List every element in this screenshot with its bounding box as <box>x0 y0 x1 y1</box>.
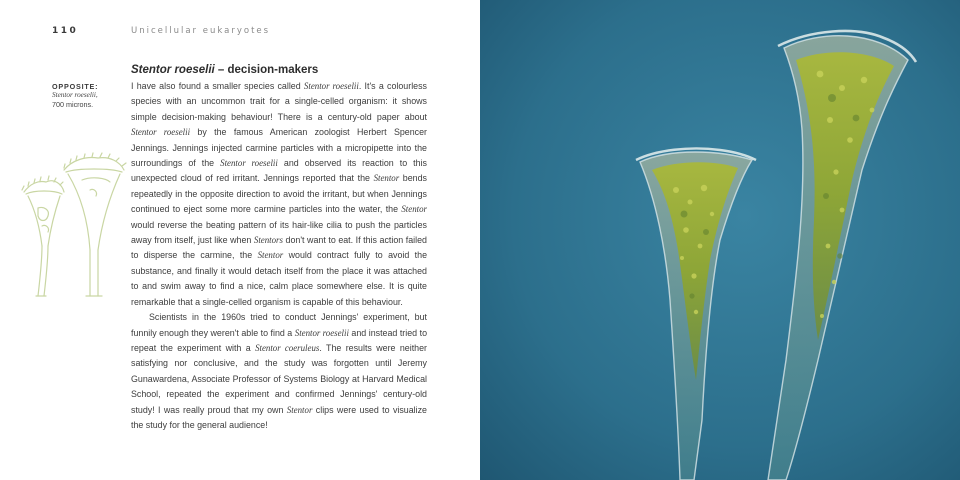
text-run: I have also found a smaller species called <box>131 81 304 91</box>
text-run: by the famous American zoologist Herbert Spencer Jennings. Jennings injected carmine particles with a micropipette into the surroundings of the <box>131 127 428 169</box>
species-name: Stentors <box>253 235 283 246</box>
article-paragraph-1 <box>131 79 427 310</box>
text-run: Scientists in the 1960s tried to conduct Jennings' experiment, but funnily enough they weren't able to find a <box>131 312 427 338</box>
stentor-line-illustration <box>20 150 130 300</box>
species-name: Stentor <box>373 173 400 184</box>
page-number: 110 <box>52 26 79 36</box>
text-run: don't want to eat. If this action failed to disperse the carmine, the <box>131 235 427 261</box>
text-run: . It's a colourless species with an uncommon trait for a single-celled organism: it shows simple decision-making behaviour! There is a century-old paper about <box>131 81 427 122</box>
stentor-micrograph <box>480 0 960 480</box>
text-run: and observed its reaction to this unexpected cloud of red irritant. Jennings reported that the <box>131 158 427 184</box>
species-name: Stentor <box>257 250 284 261</box>
article-title-rest: – decision-makers <box>214 64 319 76</box>
species-name: Stentor roeselii <box>220 158 278 169</box>
species-name: Stentor <box>286 404 313 415</box>
text-run: . The results were neither satisfying nor conclusive, and the study was forgotten until Jeremy Gunawardena, Associate Professor of Systems Biology at Harvard Medical School, repeated the experiment and confirmed Jennings' century-old study! I was really proud that my own <box>131 342 427 415</box>
caption-species: Stentor roeselii, <box>52 91 98 99</box>
text-run: bends repeatedly in the opposite direction to avoid the irritant, but when Jennings continued to eject some more carmine particles into the water, the <box>131 173 427 215</box>
species-name: Stentor coeruleus <box>255 342 320 353</box>
species-name: Stentor roeselii <box>131 127 191 138</box>
species-name: Stentor roeselii <box>303 81 359 91</box>
text-run: would contract fully to avoid the substance, and finally it would detach itself from the place it was attached to and swim away to find a nice, calm place somewhere else. It is quite remarkable that a single-celled organism is capable of this behaviour. <box>131 250 428 307</box>
right-page <box>480 0 960 480</box>
article <box>131 64 427 433</box>
text-run: clips were used to visualize the study for the general audience! <box>131 404 427 430</box>
text-run: would reverse the beating pattern of its hair-like cilia to push the particles away from itself, just like when <box>131 219 427 246</box>
caption-size: 700 microns. <box>52 100 94 109</box>
photo-caption <box>52 82 122 109</box>
text-run: and instead tried to repeat the experiment with a <box>131 327 427 353</box>
species-name: Stentor roeselii <box>294 327 349 338</box>
article-title <box>131 64 427 76</box>
caption-label: OPPOSITE: <box>52 82 99 91</box>
article-title-species: Stentor roeselii <box>131 64 215 76</box>
article-paragraph-2 <box>131 310 427 433</box>
species-name: Stentor <box>401 204 427 215</box>
running-head: Unicellular eukaryotes <box>131 26 271 36</box>
